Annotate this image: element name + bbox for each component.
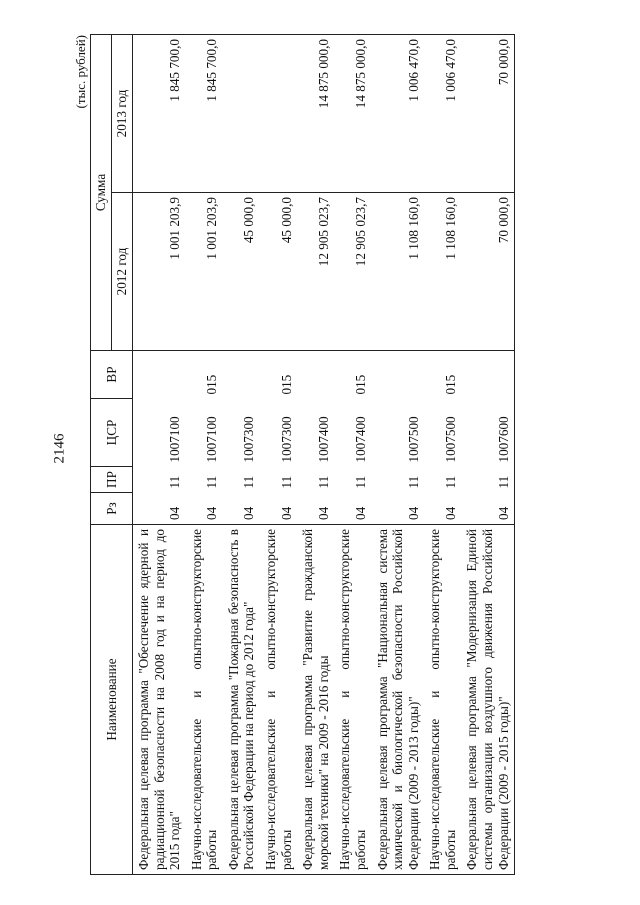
header-year-2013: 2013 год bbox=[112, 35, 133, 193]
row-sum-2012: 45 000,0 bbox=[223, 193, 260, 351]
table-body bbox=[133, 35, 515, 875]
row-sum-2013: 14 875 000,0 bbox=[334, 35, 371, 193]
row-vr: 015 bbox=[442, 374, 458, 395]
row-csr: 1007500 bbox=[405, 416, 421, 463]
row-sum-2012: 1 108 160,0 bbox=[424, 193, 461, 351]
table-row bbox=[372, 35, 425, 875]
row-rz: 04 bbox=[186, 493, 223, 525]
row-pr: 11 bbox=[442, 475, 458, 489]
table-row bbox=[223, 35, 260, 875]
row-sum-2013: 1 845 700,0 bbox=[133, 35, 186, 193]
row-pr: 11 bbox=[278, 475, 294, 489]
row-rz: 04 bbox=[260, 493, 297, 525]
row-name: Научно-исследовательские и опытно-конструкторские работы bbox=[186, 525, 223, 875]
header-pr: ПР bbox=[91, 467, 133, 493]
row-csr: 1007100 bbox=[204, 416, 220, 463]
table-row bbox=[260, 35, 297, 875]
row-sum-2012: 1 001 203,9 bbox=[133, 193, 186, 351]
rotated-page-content bbox=[72, 35, 612, 875]
row-vr: 015 bbox=[278, 374, 294, 395]
table-row bbox=[424, 35, 461, 875]
page-number: 2146 bbox=[51, 433, 68, 464]
row-sum-2013 bbox=[223, 35, 260, 193]
row-vr bbox=[223, 351, 260, 399]
header-name: Наименование bbox=[91, 525, 133, 875]
row-vr bbox=[372, 351, 425, 399]
row-sum-2012: 1 108 160,0 bbox=[372, 193, 425, 351]
table-row bbox=[334, 35, 371, 875]
row-sum-2013: 14 875 000,0 bbox=[297, 35, 334, 193]
row-sum-2012: 70 000,0 bbox=[461, 193, 514, 351]
row-vr bbox=[133, 351, 186, 399]
row-sum-2012: 45 000,0 bbox=[260, 193, 297, 351]
row-rz: 04 bbox=[133, 493, 186, 525]
table-header bbox=[91, 35, 133, 875]
row-rz: 04 bbox=[223, 493, 260, 525]
row-vr bbox=[461, 351, 514, 399]
row-name: Федеральная целевая программа "Развитие гражданской морской техники" на 2009 - 2016 годы bbox=[297, 525, 334, 875]
row-csr: 1007300 bbox=[241, 416, 257, 463]
budget-table bbox=[90, 34, 515, 875]
row-vr: 015 bbox=[352, 374, 368, 395]
row-pr: 11 bbox=[167, 475, 183, 489]
row-rz: 04 bbox=[424, 493, 461, 525]
table-row bbox=[133, 35, 186, 875]
row-sum-2012: 1 001 203,9 bbox=[186, 193, 223, 351]
row-vr: 015 bbox=[204, 374, 220, 395]
row-name: Федеральная целевая программа "Обеспечение ядерной и радиационной безопасности на 2008 год и на период до 2015 года" bbox=[133, 525, 186, 875]
header-sum: Сумма bbox=[91, 35, 112, 351]
row-sum-2012: 12 905 023,7 bbox=[334, 193, 371, 351]
row-csr: 1007300 bbox=[278, 416, 294, 463]
row-pr: 11 bbox=[461, 467, 514, 493]
row-name: Федеральная целевая программа "Пожарная безопасность в Российской Федерации на период до 2012 года" bbox=[223, 525, 260, 875]
table-row bbox=[461, 35, 514, 875]
header-year-2012: 2012 год bbox=[112, 193, 133, 351]
row-sum-2013: 1 006 470,0 bbox=[372, 35, 425, 193]
row-rz: 04 bbox=[297, 493, 334, 525]
table-row bbox=[186, 35, 223, 875]
header-rz: Рз bbox=[91, 493, 133, 525]
row-vr bbox=[297, 351, 334, 399]
row-pr: 11 bbox=[352, 475, 368, 489]
row-csr: 1007100 bbox=[167, 416, 183, 463]
header-vr: ВР bbox=[91, 351, 133, 399]
row-rz: 04 bbox=[372, 493, 425, 525]
row-csr: 1007500 bbox=[442, 416, 458, 463]
header-csr: ЦСР bbox=[91, 399, 133, 467]
row-sum-2013: 1 006 470,0 bbox=[424, 35, 461, 193]
row-name: Научно-исследовательские и опытно-конструкторские работы bbox=[424, 525, 461, 875]
row-name: Научно-исследовательские и опытно-конструкторские работы bbox=[334, 525, 371, 875]
row-csr: 1007400 bbox=[315, 416, 331, 463]
row-pr: 11 bbox=[241, 475, 257, 489]
row-sum-2012: 12 905 023,7 bbox=[297, 193, 334, 351]
row-sum-2013: 1 845 700,0 bbox=[186, 35, 223, 193]
row-csr: 1007600 bbox=[461, 399, 514, 467]
row-sum-2013: 70 000,0 bbox=[461, 35, 514, 193]
row-name: Федеральная целевая программа "Модернизация Единой системы организации воздушного движения Российской Федерации (2009 - 2015 годы)" bbox=[461, 525, 514, 875]
units-note: (тыс. рублей) bbox=[73, 35, 88, 109]
row-rz: 04 bbox=[334, 493, 371, 525]
row-pr: 11 bbox=[315, 475, 331, 489]
row-pr: 11 bbox=[204, 475, 220, 489]
row-name: Федеральная целевая программа "Национальная система химической и биологической безопасности Российской Федерации (2009 - 2013 годы)" bbox=[372, 525, 425, 875]
row-pr: 11 bbox=[405, 475, 421, 489]
row-sum-2013 bbox=[260, 35, 297, 193]
row-csr: 1007400 bbox=[352, 416, 368, 463]
row-rz: 04 bbox=[461, 493, 514, 525]
table-row bbox=[297, 35, 334, 875]
row-name: Научно-исследовательские и опытно-конструкторские работы bbox=[260, 525, 297, 875]
